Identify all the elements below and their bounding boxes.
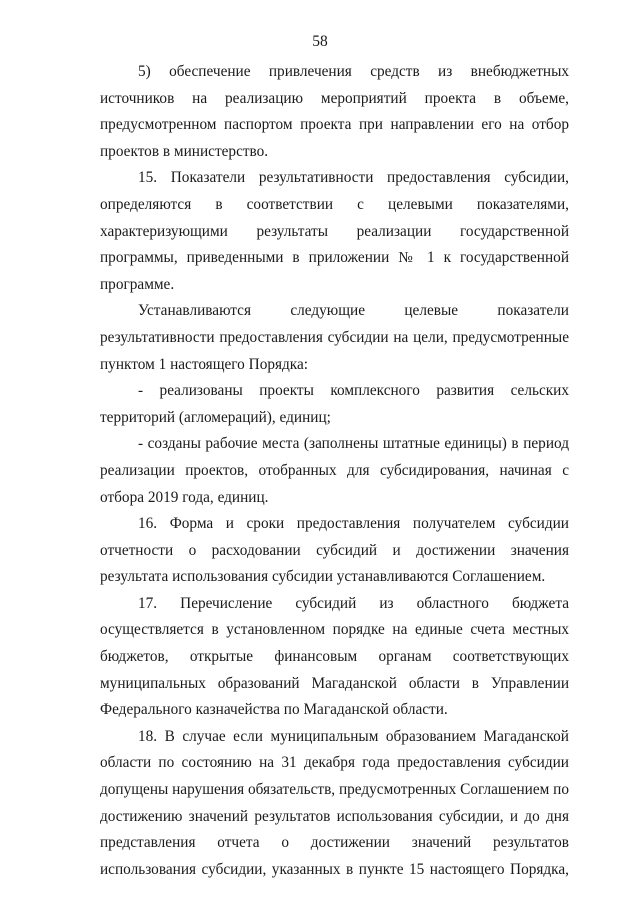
paragraph-section-15: 15. Показатели результативности предоставления субсидии, определяются в соответствии с целевыми показателями, характеризующими результаты реализации государственной программы, приведенными в приложении № 1 к государственной программе.	[100, 169, 569, 293]
document-body	[100, 59, 569, 883]
paragraph-section-17: 17. Перечисление субсидий из областного бюджета осуществляется в установленном порядке на единые счета местных бюджетов, открытые финансовым органам соответствующих муниципальных образований Магаданской области в Управлении Федерального казначейства по Магаданской области.	[100, 594, 569, 719]
paragraph-section-16: 16. Форма и сроки предоставления получателем субсидии отчетности о расходовании субсидий и достижении значения результата использования субсидии устанавливаются Соглашением.	[100, 515, 569, 586]
paragraph-target-indicators: Устанавливаются следующие целевые показатели результативности предоставления субсидии на цели, предусмотренные пунктом 1 настоящего Порядка:	[100, 302, 569, 373]
paragraph-bullet-projects: - реализованы проекты комплексного развития сельских территорий (агломераций), единиц;	[100, 382, 569, 426]
page-number: 58	[312, 33, 328, 50]
paragraph-item-5: 5) обеспечение привлечения средств из внебюджетных источников на реализацию мероприятий проекта в объеме, предусмотренном паспортом проекта при направлении его на отбор проектов в министерство.	[100, 63, 569, 160]
paragraph-bullet-jobs: - созданы рабочие места (заполнены штатные единицы) в период реализации проектов, отобранных для субсидирования, начиная с отбора 2019 года, единиц.	[100, 435, 569, 506]
paragraph-section-18: 18. В случае если муниципальным образованием Магаданской области по состоянию на 31 декабря года предоставления субсидии допущены нарушения обязательств, предусмотренных Соглашением по достижению значений результатов использования субсидии, и до дня представления отчета о достижении значений результатов использования субсидии, указанных в пункте 15 настоящего Порядка,	[100, 727, 569, 878]
